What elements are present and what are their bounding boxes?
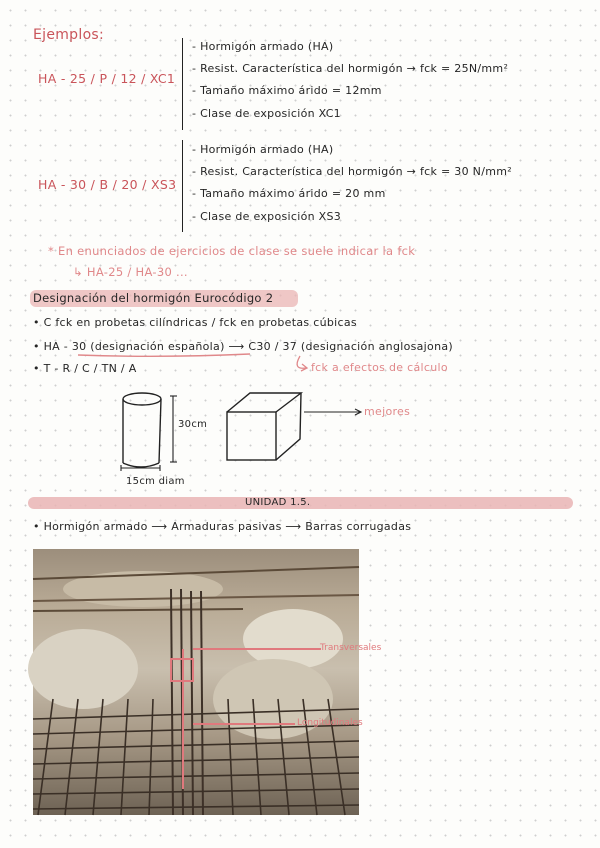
example-2-item: - Resist. Característica del hormigón → fck = 30 N/mm²	[192, 165, 512, 178]
fck-note: fck a efectos de cálculo	[311, 361, 448, 374]
ejemplos-title: Ejemplos:	[33, 27, 105, 43]
eurocodigo-title: Designación del hormigón Eurocódigo 2	[33, 291, 274, 305]
example-1-item: - Resist. Característica del hormigón → fck = 25N/mm²	[192, 62, 509, 75]
rebar-photo-drawing	[33, 549, 359, 815]
rebar-photo	[33, 549, 382, 815]
unidad-title: UNIDAD 1.5.	[245, 497, 311, 508]
example-1-item: - Hormigón armado (HA)	[192, 40, 334, 53]
example-2-code: HA - 30 / B / 20 / XS3	[38, 177, 177, 192]
example-2-item: - Tamaño máximo árido = 20 mm	[192, 187, 386, 200]
note-line-2: ↳ HA-25 / HA-30 ...	[73, 265, 188, 279]
label-transversales: Transversales	[320, 643, 382, 653]
mejores-label: mejores	[364, 405, 411, 418]
unidad-bullet: • Hormigón armado ⟶ Armaduras pasivas ⟶ Barras corrugadas	[33, 520, 412, 533]
dim-height-label: 30cm	[178, 419, 208, 430]
eurocodigo-bullet: • C fck en probetas cilíndricas / fck en probetas cúbicas	[33, 316, 357, 329]
example-1-code: HA - 25 / P / 12 / XC1	[38, 71, 176, 86]
example-2-item: - Hormigón armado (HA)	[192, 143, 334, 156]
example-1-item: - Clase de exposición XC1	[192, 107, 341, 120]
eurocodigo-bullet: • HA - 30 (designación española) ⟶ C30 / 37 (designación anglosajona)	[33, 340, 453, 353]
eurocodigo-bullet: • T - R / C / TN / A	[33, 362, 137, 375]
label-longitudinales: Longitudinales	[297, 718, 363, 728]
dim-width-label: 15cm diam	[126, 476, 185, 487]
note-line-1: * En enunciados de ejercicios de clase se suele indicar la fck	[48, 244, 416, 258]
example-2-item: - Clase de exposición XS3	[192, 210, 342, 223]
example-1-item: - Tamaño máximo árido = 12mm	[192, 84, 382, 97]
